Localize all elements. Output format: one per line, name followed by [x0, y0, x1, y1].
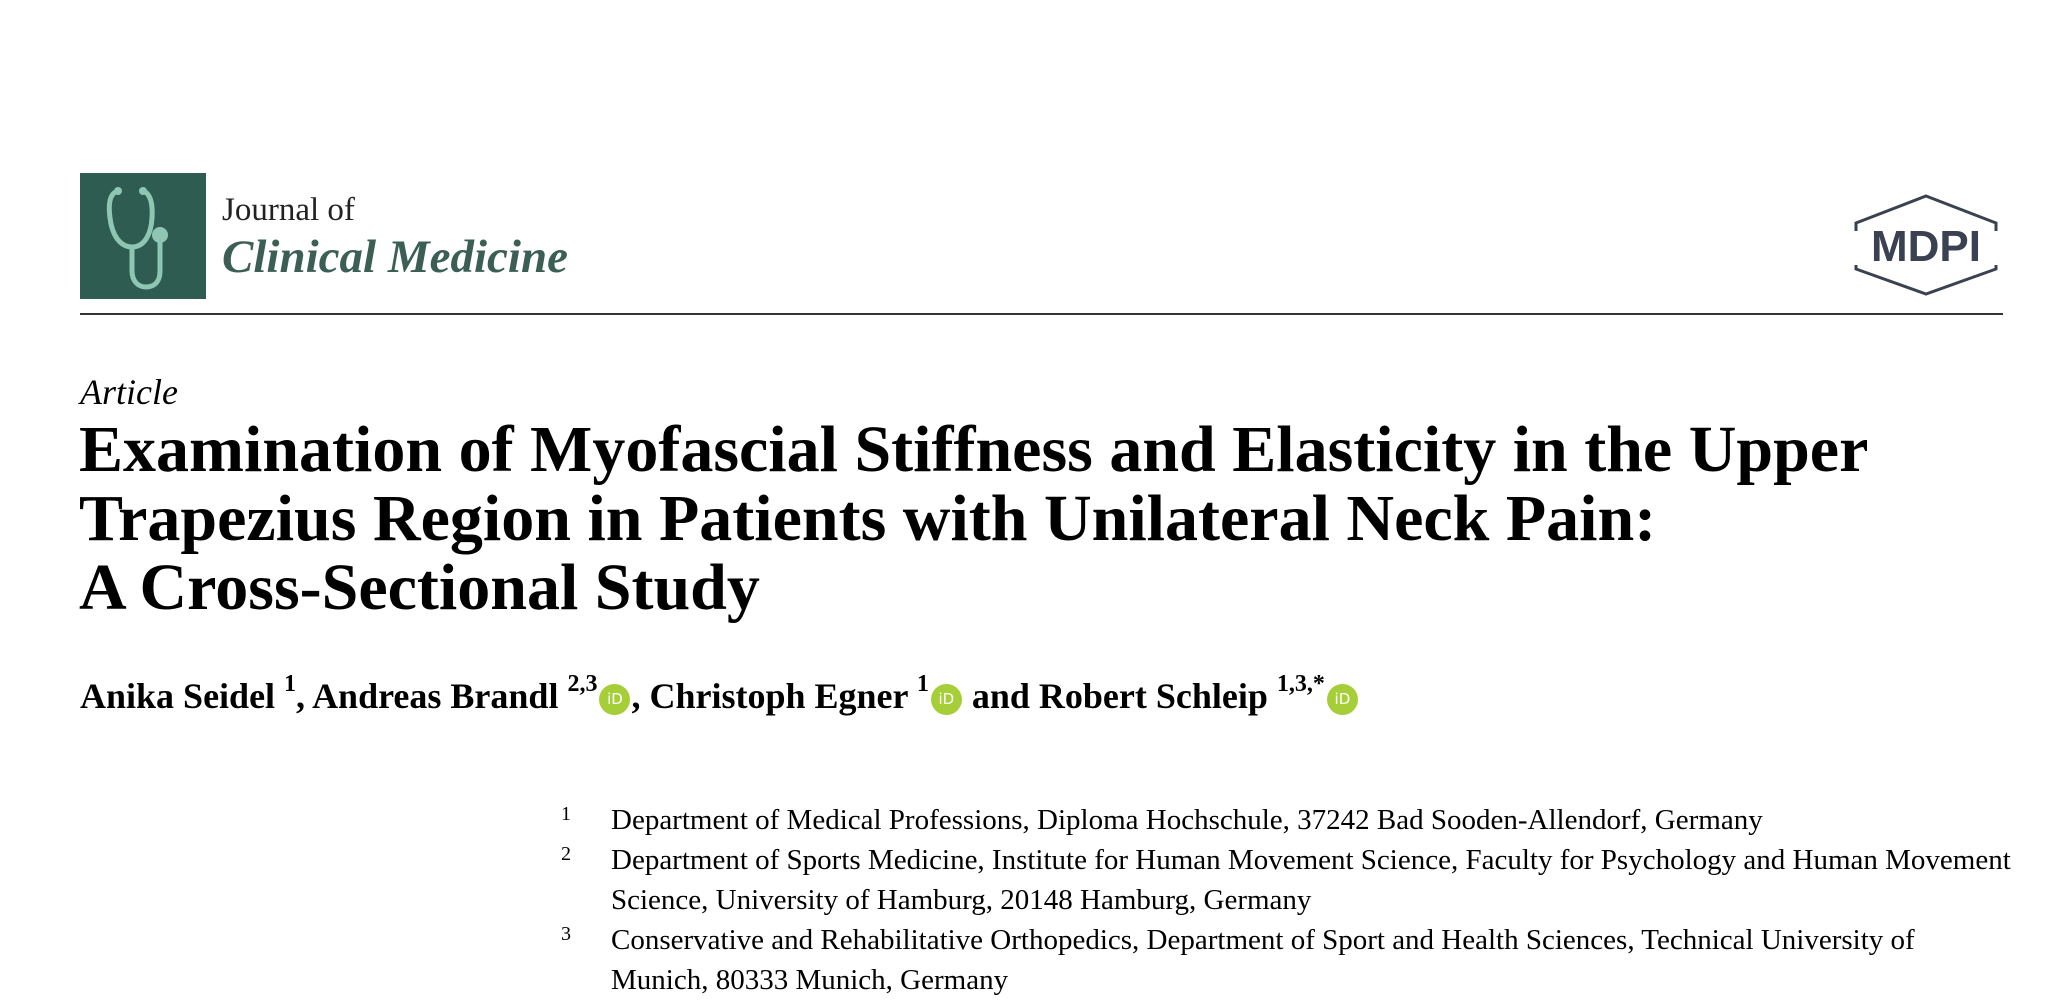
- author-name[interactable]: Christoph Egner: [649, 676, 908, 716]
- affiliation-item: [561, 920, 2011, 1000]
- header-divider: [80, 313, 2003, 315]
- author-list: [80, 673, 2020, 719]
- stethoscope-icon: [80, 173, 206, 299]
- affiliation-item: [561, 840, 2011, 920]
- journal-name: [222, 192, 568, 282]
- mdpi-hexagon-logo: [1846, 193, 2006, 297]
- author-separator: ,: [296, 676, 313, 716]
- affiliation-list: [561, 800, 2011, 1000]
- article-title-line: Examination of Myofascial Stiffness and Elasticity in the Upper: [79, 413, 1869, 486]
- article-title-line: A Cross-Sectional Study: [79, 551, 760, 624]
- affiliation-number: 2: [561, 843, 571, 865]
- author-affiliation-marker: 1: [284, 671, 297, 697]
- affiliation-text: Department of Sports Medicine, Institute for Human Movement Science, Faculty for Psychology and Human Movement Science, University of Hamburg, 20148 Hamburg, Germany: [611, 844, 2011, 916]
- orcid-icon[interactable]: iD: [931, 684, 962, 715]
- publisher-name: MDPI: [1871, 222, 1981, 271]
- article-title: [79, 415, 2019, 622]
- affiliation-number: 1: [561, 803, 571, 825]
- author-name[interactable]: Robert Schleip: [1038, 676, 1268, 716]
- author-affiliation-marker: 2,3: [567, 671, 598, 697]
- journal-prefix: Journal of: [222, 192, 355, 228]
- orcid-icon[interactable]: iD: [599, 684, 630, 715]
- author-affiliation-marker: 1: [916, 671, 929, 697]
- affiliation-text: Conservative and Rehabilitative Orthopedics, Department of Sport and Health Sciences, Technical University of Munich, 80333 Munich, Germany: [611, 924, 1915, 996]
- article-title-line: Trapezius Region in Patients with Unilateral Neck Pain:: [79, 482, 1657, 555]
- author-affiliation-marker: 1,3,*: [1276, 671, 1325, 697]
- author-separator: ,: [631, 676, 650, 716]
- author-separator: and: [962, 676, 1039, 716]
- journal-logo: [80, 173, 206, 299]
- mdpi-logo: [1846, 193, 2006, 297]
- orcid-icon[interactable]: iD: [1327, 684, 1358, 715]
- article-type: Article: [80, 372, 178, 412]
- author-name[interactable]: Anika Seidel: [80, 676, 276, 716]
- affiliation-number: 3: [561, 923, 571, 945]
- affiliation-text: Department of Medical Professions, Diploma Hochschule, 37242 Bad Sooden-Allendorf, Germany: [611, 804, 1763, 836]
- author-name[interactable]: Andreas Brandl: [312, 676, 559, 716]
- affiliation-item: [561, 800, 2011, 840]
- journal-title: Clinical Medicine: [222, 231, 568, 283]
